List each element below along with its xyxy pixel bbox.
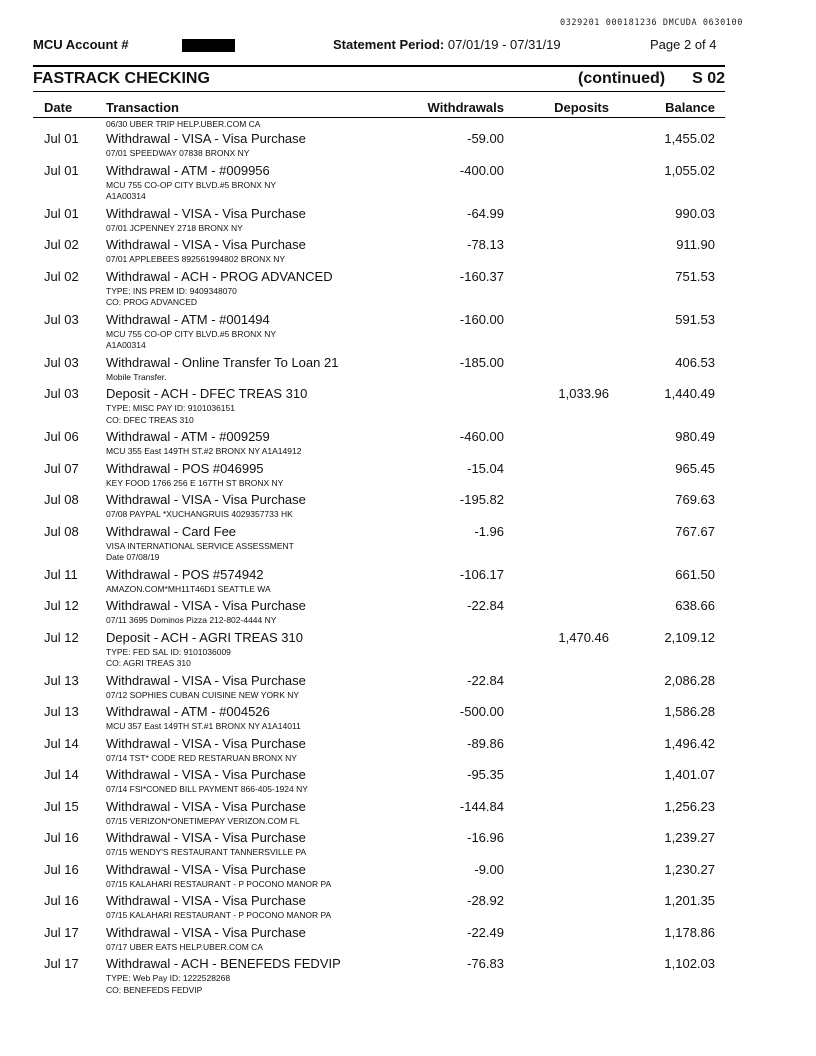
- transaction-description: Withdrawal - VISA - Visa Purchase: [106, 798, 306, 814]
- transaction-row: [0, 429, 816, 461]
- section-title: FASTRACK CHECKING: [33, 70, 210, 87]
- col-transaction: Transaction: [106, 100, 179, 115]
- transaction-main-line: [0, 237, 816, 254]
- transaction-details: [0, 910, 816, 925]
- transaction-row: [0, 312, 816, 355]
- transaction-withdrawal: -160.00: [459, 311, 504, 327]
- transaction-description: Withdrawal - VISA - Visa Purchase: [106, 924, 306, 940]
- transaction-description: Withdrawal - VISA - Visa Purchase: [106, 492, 306, 507]
- transaction-details: [0, 816, 816, 831]
- col-deposits: Deposits: [554, 100, 609, 115]
- transaction-withdrawal: -500.00: [459, 704, 504, 719]
- transaction-date: Jul 11: [44, 566, 78, 582]
- transaction-main-line: [0, 492, 816, 509]
- transaction-row: [0, 237, 816, 269]
- transaction-date: Jul 15: [44, 798, 79, 814]
- transaction-main-line: [0, 630, 816, 647]
- transaction-details: [0, 478, 816, 493]
- transaction-deposit: 1,033.96: [558, 386, 609, 401]
- transaction-withdrawal: -195.82: [459, 492, 504, 507]
- transaction-description: Withdrawal - VISA - Visa Purchase: [106, 131, 306, 146]
- section-code: S 02: [692, 70, 725, 87]
- transaction-withdrawal: -28.92: [467, 893, 504, 908]
- transaction-description: Withdrawal - Online Transfer To Loan 21: [106, 354, 339, 370]
- transaction-date: Jul 16: [44, 830, 79, 845]
- transaction-details: [0, 223, 816, 238]
- col-balance: Balance: [665, 100, 715, 115]
- transaction-main-line: [0, 312, 816, 329]
- redacted-account-number: [182, 39, 235, 52]
- transaction-main-line: [0, 163, 816, 180]
- transaction-main-line: [0, 355, 816, 372]
- transaction-row: [0, 524, 816, 567]
- transaction-date: Jul 16: [44, 861, 79, 877]
- transaction-detail-line: Date 07/08/19: [106, 552, 160, 562]
- transaction-description: Withdrawal - POS #046995: [106, 460, 264, 476]
- transaction-detail-line: 07/12 SOPHIES CUBAN CUISINE NEW YORK NY: [106, 689, 300, 700]
- transaction-date: Jul 07: [44, 460, 79, 476]
- transaction-details: [0, 847, 816, 862]
- transaction-main-line: [0, 673, 816, 690]
- transaction-date: Jul 03: [44, 386, 79, 401]
- transaction-detail-line: 07/11 3695 Dominos Pizza 212-802-4444 NY: [106, 615, 277, 625]
- transaction-main-line: [0, 862, 816, 879]
- transaction-withdrawal: -59.00: [467, 131, 504, 146]
- transaction-detail-line: 07/01 JCPENNEY 2718 BRONX NY: [106, 222, 243, 233]
- transaction-details: [0, 509, 816, 524]
- transaction-details: [0, 148, 816, 163]
- account-label: MCU Account #: [33, 37, 129, 52]
- transaction-withdrawal: -106.17: [459, 566, 504, 582]
- transaction-detail-line: 07/01 APPLEBEES 892561994802 BRONX NY: [106, 254, 286, 264]
- transaction-description: Withdrawal - VISA - Visa Purchase: [106, 598, 306, 613]
- transaction-date: Jul 12: [44, 629, 79, 645]
- transaction-details: [0, 942, 816, 957]
- transaction-withdrawal: -78.13: [467, 237, 504, 252]
- transaction-row: [0, 799, 816, 831]
- col-withdrawals: Withdrawals: [427, 100, 504, 115]
- transaction-description: Withdrawal - VISA - Visa Purchase: [106, 767, 306, 782]
- transaction-balance: 1,496.42: [664, 735, 715, 751]
- transaction-balance: 1,586.28: [664, 704, 715, 719]
- transaction-row: [0, 956, 816, 999]
- transaction-balance: 1,256.23: [664, 798, 715, 814]
- transaction-withdrawal: -144.84: [459, 798, 504, 814]
- transaction-detail-line: 07/17 UBER EATS HELP.UBER.COM CA: [106, 941, 263, 952]
- transaction-balance: 1,055.02: [664, 162, 715, 178]
- transaction-balance: 1,178.86: [664, 924, 715, 940]
- transaction-withdrawal: -89.86: [467, 735, 504, 751]
- transaction-date: Jul 13: [44, 672, 79, 688]
- transaction-balance: 1,102.03: [664, 956, 715, 971]
- transaction-main-line: [0, 830, 816, 847]
- transaction-balance: 1,201.35: [664, 893, 715, 908]
- transaction-balance: 1,455.02: [664, 131, 715, 146]
- column-headers: [0, 100, 816, 116]
- transaction-detail-line: TYPE: Web Pay ID: 1222528268: [106, 973, 231, 983]
- transaction-date: Jul 03: [44, 311, 79, 327]
- transaction-withdrawal: -460.00: [459, 429, 504, 444]
- transaction-main-line: [0, 767, 816, 784]
- transaction-date: Jul 08: [44, 492, 79, 507]
- transaction-balance: 911.90: [676, 237, 715, 252]
- transaction-balance: 1,239.27: [664, 830, 715, 845]
- transaction-balance: 2,086.28: [664, 672, 715, 688]
- page-info: Page 2 of 4: [650, 37, 717, 52]
- transaction-details: [0, 180, 816, 206]
- transaction-balance: 990.03: [675, 205, 715, 221]
- transaction-date: Jul 02: [44, 237, 79, 252]
- transaction-description: Deposit - ACH - DFEC TREAS 310: [106, 386, 308, 401]
- transaction-main-line: [0, 429, 816, 446]
- transaction-detail-line: KEY FOOD 1766 256 E 167TH ST BRONX NY: [106, 477, 284, 488]
- transaction-details: [0, 690, 816, 705]
- transaction-list: [0, 131, 816, 999]
- transaction-main-line: [0, 704, 816, 721]
- transaction-row: [0, 206, 816, 238]
- transaction-withdrawal: -9.00: [474, 861, 504, 877]
- transaction-date: Jul 14: [44, 767, 79, 782]
- transaction-detail-line: TYPE: MISC PAY ID: 9101036151: [106, 403, 235, 413]
- transaction-description: Withdrawal - VISA - Visa Purchase: [106, 672, 306, 688]
- section-continued: (continued): [578, 70, 666, 87]
- transaction-date: Jul 17: [44, 924, 79, 940]
- transaction-row: [0, 386, 816, 429]
- transaction-details: [0, 721, 816, 736]
- transaction-withdrawal: -400.00: [459, 162, 504, 178]
- transaction-withdrawal: -76.83: [467, 956, 504, 971]
- transaction-date: Jul 01: [44, 205, 79, 221]
- transaction-withdrawal: -15.04: [467, 460, 504, 476]
- transaction-details: [0, 879, 816, 894]
- transaction-detail-line: 07/08 PAYPAL *XUCHANGRUIS 4029357733 HK: [106, 509, 293, 519]
- transaction-withdrawal: -1.96: [474, 523, 504, 539]
- transaction-main-line: [0, 461, 816, 478]
- transaction-withdrawal: -22.84: [467, 598, 504, 613]
- transaction-date: Jul 12: [44, 598, 79, 613]
- transaction-main-line: [0, 736, 816, 753]
- transaction-date: Jul 08: [44, 523, 79, 539]
- transaction-detail-line: CO: AGRI TREAS 310: [106, 658, 191, 668]
- transaction-withdrawal: -22.49: [467, 924, 504, 940]
- transaction-detail-line: CO: BENEFEDS FEDVIP: [106, 984, 203, 995]
- transaction-withdrawal: -160.37: [459, 268, 504, 284]
- transaction-balance: 2,109.12: [664, 629, 715, 645]
- transaction-description: Withdrawal - POS #574942: [106, 566, 264, 582]
- transaction-balance: 406.53: [675, 354, 715, 370]
- transaction-description: Deposit - ACH - AGRI TREAS 310: [106, 629, 303, 645]
- transaction-balance: 591.53: [675, 311, 715, 327]
- section-divider: [33, 91, 725, 92]
- transaction-date: Jul 01: [44, 162, 79, 178]
- transaction-date: Jul 01: [44, 131, 79, 146]
- transaction-row: [0, 830, 816, 862]
- transaction-detail-line: TYPE: INS PREM ID: 9409348070: [106, 285, 237, 296]
- transaction-main-line: [0, 956, 816, 973]
- transaction-row: [0, 704, 816, 736]
- col-date: Date: [44, 100, 73, 115]
- transaction-detail-line: CO: DFEC TREAS 310: [106, 414, 194, 425]
- transaction-details: [0, 647, 816, 673]
- transaction-balance: 1,230.27: [664, 861, 715, 877]
- transaction-description: Withdrawal - ATM - #004526: [106, 704, 270, 719]
- transaction-withdrawal: -64.99: [467, 205, 504, 221]
- transaction-detail-line: 07/15 KALAHARI RESTAURANT - P POCONO MANOR PA: [106, 910, 332, 920]
- transaction-detail-line: 07/15 VERIZON*ONETIMEPAY VERIZON.COM FL: [106, 815, 300, 826]
- transaction-row: [0, 131, 816, 163]
- transaction-main-line: [0, 893, 816, 910]
- transaction-row: [0, 893, 816, 925]
- transaction-details: [0, 254, 816, 269]
- transaction-date: Jul 16: [44, 893, 79, 908]
- transaction-row: [0, 567, 816, 599]
- transaction-details: [0, 329, 816, 355]
- transaction-details: [0, 784, 816, 799]
- transaction-description: Withdrawal - ACH - BENEFEDS FEDVIP: [106, 956, 341, 971]
- transaction-withdrawal: -95.35: [467, 767, 504, 782]
- transaction-row: [0, 598, 816, 630]
- transaction-row: [0, 862, 816, 894]
- transaction-row: [0, 461, 816, 493]
- transaction-description: Withdrawal - VISA - Visa Purchase: [106, 237, 306, 252]
- transaction-row: [0, 767, 816, 799]
- transaction-row: [0, 355, 816, 387]
- statement-period-label: Statement Period:: [333, 37, 445, 52]
- transaction-description: Withdrawal - ATM - #009259: [106, 429, 270, 444]
- transaction-date: Jul 17: [44, 956, 79, 971]
- transaction-balance: 965.45: [675, 460, 715, 476]
- transaction-description: Withdrawal - VISA - Visa Purchase: [106, 830, 306, 845]
- transaction-detail-line: MCU 755 CO-OP CITY BLVD.#5 BRONX NY: [106, 328, 277, 339]
- header-divider: [33, 65, 725, 67]
- transaction-row: [0, 492, 816, 524]
- transaction-details: [0, 973, 816, 999]
- transaction-row: [0, 630, 816, 673]
- transaction-description: Withdrawal - ATM - #009956: [106, 162, 270, 178]
- statement-period: [333, 37, 561, 52]
- transaction-main-line: [0, 567, 816, 584]
- statement-header: [33, 37, 733, 55]
- transaction-detail-line: MCU 755 CO-OP CITY BLVD.#5 BRONX NY: [106, 179, 277, 190]
- transaction-detail-line: MCU 357 East 149TH ST.#1 BRONX NY A1A14011: [106, 721, 301, 731]
- section-header: [33, 70, 725, 90]
- transaction-description: Withdrawal - VISA - Visa Purchase: [106, 861, 306, 877]
- transaction-detail-line: 07/15 WENDY'S RESTAURANT TANNERSVILLE PA: [106, 847, 307, 857]
- transaction-detail-line: 07/14 FSI*CONED BILL PAYMENT 866-405-1924 NY: [106, 784, 308, 794]
- transaction-balance: 767.67: [675, 523, 715, 539]
- transaction-balance: 1,401.07: [664, 767, 715, 782]
- transaction-description: Withdrawal - VISA - Visa Purchase: [106, 893, 306, 908]
- transaction-balance: 661.50: [675, 566, 715, 582]
- transaction-detail-line: AMAZON.COM*MH11T46D1 SEATTLE WA: [106, 583, 271, 594]
- transaction-main-line: [0, 598, 816, 615]
- transaction-row: [0, 925, 816, 957]
- transaction-row: [0, 736, 816, 768]
- transaction-description: Withdrawal - ACH - PROG ADVANCED: [106, 268, 333, 284]
- transaction-details: [0, 615, 816, 630]
- transaction-main-line: [0, 925, 816, 942]
- transaction-row: [0, 163, 816, 206]
- transaction-detail-line: VISA INTERNATIONAL SERVICE ASSESSMENT: [106, 540, 294, 551]
- transaction-main-line: [0, 524, 816, 541]
- transaction-date: Jul 03: [44, 354, 79, 370]
- transaction-main-line: [0, 206, 816, 223]
- statement-period-value: 07/01/19 - 07/31/19: [447, 37, 561, 52]
- transaction-balance: 638.66: [675, 598, 715, 613]
- transaction-row: [0, 269, 816, 312]
- transaction-description: Withdrawal - VISA - Visa Purchase: [106, 205, 306, 221]
- transaction-date: Jul 02: [44, 268, 79, 284]
- transaction-details: [0, 541, 816, 567]
- transaction-detail-line: 07/15 KALAHARI RESTAURANT - P POCONO MANOR PA: [106, 878, 332, 889]
- transaction-details: [0, 403, 816, 429]
- carried-over-detail: 06/30 UBER TRIP HELP.UBER.COM CA: [106, 119, 261, 129]
- transaction-withdrawal: -185.00: [459, 354, 504, 370]
- transaction-main-line: [0, 131, 816, 148]
- transaction-withdrawal: -16.96: [467, 830, 504, 845]
- transaction-details: [0, 286, 816, 312]
- transaction-detail-line: Mobile Transfer.: [106, 371, 167, 382]
- transaction-balance: 751.53: [675, 268, 715, 284]
- transaction-detail-line: A1A00314: [106, 340, 146, 350]
- transaction-main-line: [0, 269, 816, 286]
- transaction-withdrawal: -22.84: [467, 672, 504, 688]
- transaction-details: [0, 753, 816, 768]
- transaction-details: [0, 372, 816, 387]
- transaction-description: Withdrawal - Card Fee: [106, 523, 237, 539]
- transaction-description: Withdrawal - ATM - #001494: [106, 311, 270, 327]
- column-divider: [33, 117, 725, 118]
- transaction-balance: 980.49: [675, 429, 715, 444]
- transaction-row: [0, 673, 816, 705]
- transaction-details: [0, 584, 816, 599]
- transaction-details: [0, 446, 816, 461]
- transaction-detail-line: 07/14 TST* CODE RED RESTARUAN BRONX NY: [106, 752, 297, 763]
- transaction-date: Jul 06: [44, 429, 79, 444]
- transaction-detail-line: A1A00314: [106, 191, 146, 201]
- transaction-date: Jul 13: [44, 704, 79, 719]
- transaction-detail-line: MCU 355 East 149TH ST.#2 BRONX NY A1A14912: [106, 446, 302, 456]
- transaction-balance: 769.63: [675, 492, 715, 507]
- transaction-main-line: [0, 799, 816, 816]
- transaction-balance: 1,440.49: [664, 386, 715, 401]
- transaction-detail-line: 07/01 SPEEDWAY 07838 BRONX NY: [106, 148, 250, 158]
- transaction-detail-line: CO: PROG ADVANCED: [106, 297, 197, 307]
- transaction-description: Withdrawal - VISA - Visa Purchase: [106, 735, 306, 751]
- transaction-deposit: 1,470.46: [558, 629, 609, 645]
- transaction-date: Jul 14: [44, 735, 79, 751]
- ocr-code-line: 0329201 000181236 DMCUDA 0630100: [560, 18, 743, 28]
- transaction-detail-line: TYPE: FED SAL ID: 9101036009: [106, 646, 231, 657]
- transaction-main-line: [0, 386, 816, 403]
